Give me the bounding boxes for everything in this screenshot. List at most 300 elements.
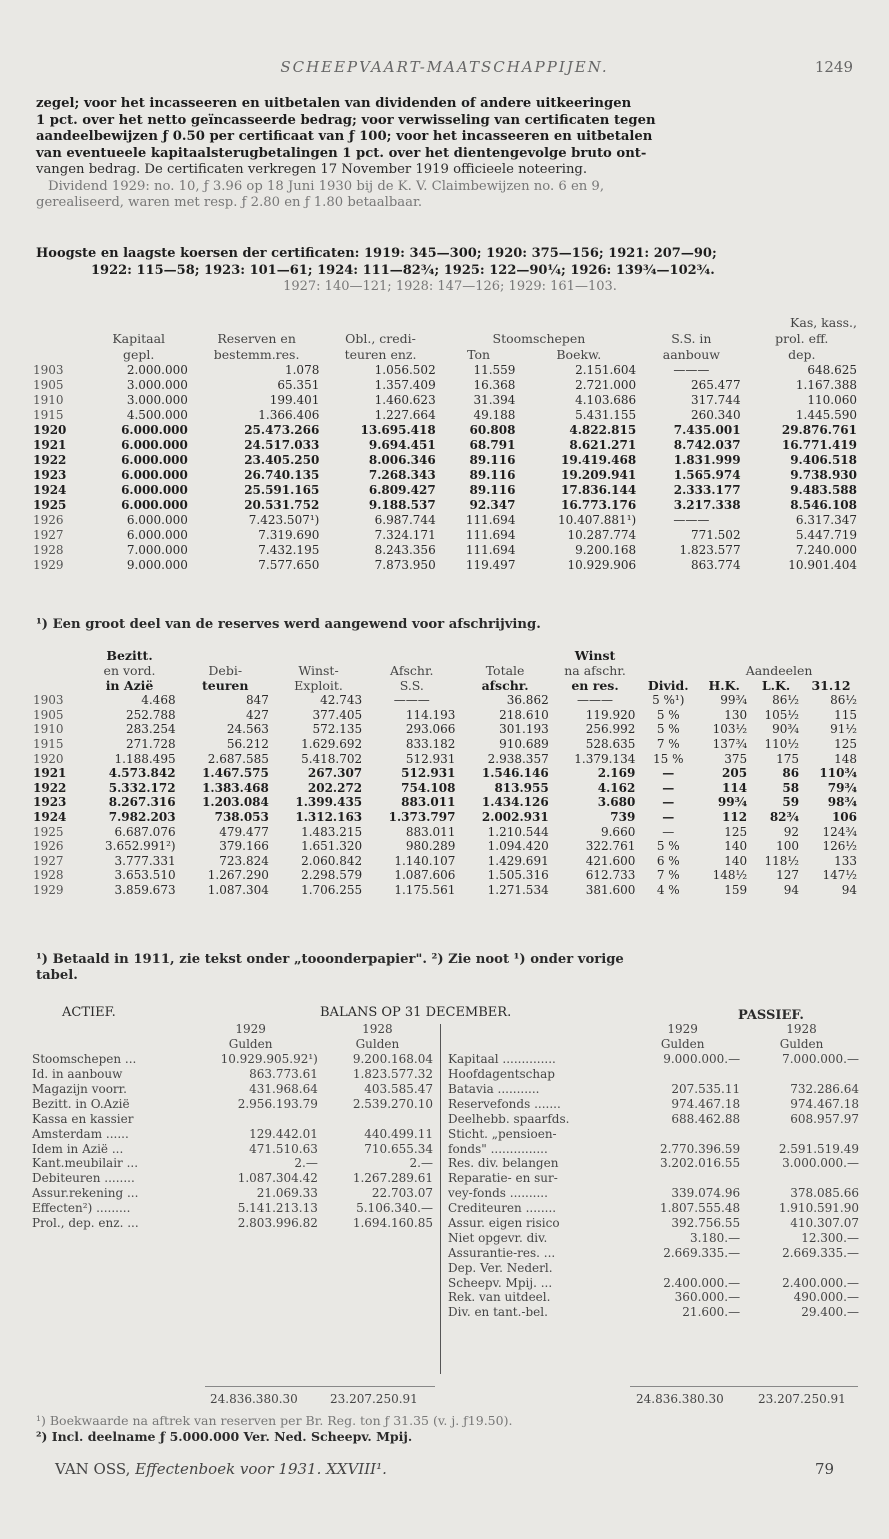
koers-3112-cell: 133 — [834, 853, 857, 868]
total-liabilities-1929: 24.836.380.30 — [636, 1392, 724, 1406]
col-header: S.S. — [399, 678, 424, 693]
debiteuren-cell: 738.053 — [214, 810, 269, 825]
koersen-line: Hoogste en laagste koersen der certificaten: 1919: 345—300; 1920: 375—156; 1921: 207—90; — [36, 246, 717, 261]
col-header: Boekw. — [556, 347, 602, 362]
koers-3112-cell: 94 — [841, 883, 857, 898]
kas-cell: 5.447.719 — [795, 527, 857, 542]
reserven-cell: 7.577.650 — [258, 557, 320, 572]
obligaties-cell: 1.460.623 — [374, 392, 436, 407]
balance-label: Crediteuren ........ — [448, 1201, 557, 1216]
balance-row — [446, 1245, 861, 1260]
amount-1929 — [623, 1260, 742, 1275]
total-rule — [630, 1386, 858, 1387]
balance-label: Batavia ........... — [448, 1082, 540, 1096]
dividend-cell: 6 % — [656, 853, 680, 868]
laagste-koers-cell: 118½ — [764, 853, 800, 868]
debiteuren-cell: 427 — [245, 707, 269, 722]
balance-row — [446, 1260, 861, 1275]
ton-cell: 16.368 — [473, 377, 516, 392]
reserven-cell: 1.078 — [284, 362, 320, 377]
winst-na-afschr-cell: 3.680 — [597, 795, 636, 810]
intro-paragraph — [36, 96, 864, 212]
debiteuren-cell: 379.166 — [219, 839, 269, 854]
table-row — [30, 737, 860, 752]
table2-footnote — [36, 952, 864, 984]
balance-label: Reservefonds ....... — [448, 1096, 561, 1111]
bezitting-cell: 3.653.510 — [114, 868, 176, 883]
kapitaal-cell: 6.000.000 — [121, 497, 188, 512]
balance-row — [446, 1290, 861, 1305]
obligaties-cell: 7.873.950 — [374, 557, 436, 572]
ton-cell: 68.791 — [469, 437, 516, 452]
col-header: Divid. — [647, 678, 689, 693]
koers-3112-cell: 91½ — [830, 722, 857, 737]
passief-label: PASSIEF. — [738, 1008, 804, 1023]
amount-1928: 974.467.18 — [790, 1096, 859, 1111]
amount-1928: 732.286.64 — [790, 1082, 859, 1096]
balance-row — [446, 1216, 861, 1231]
year-header: 1928 — [786, 1022, 817, 1037]
amount-1928: 29.400.— — [801, 1305, 859, 1320]
totale-afschrijving-cell: 1.505.316 — [487, 868, 549, 883]
col-header: Totale — [485, 663, 525, 678]
balance-row — [30, 1067, 435, 1082]
totale-afschrijving-cell: 1.434.126 — [481, 795, 549, 810]
bezitting-cell: 1.188.495 — [114, 751, 176, 766]
col-header: Kas, kass., — [790, 315, 857, 330]
amount-1929 — [623, 1126, 742, 1141]
winst-exploit-cell: 1.706.255 — [301, 883, 363, 898]
obligaties-cell: 6.987.744 — [374, 512, 436, 527]
amount-1928 — [742, 1171, 861, 1186]
year-cell: 1922 — [33, 780, 67, 795]
amount-1929 — [181, 1111, 320, 1126]
aanbouw-cell: 863.774 — [690, 557, 741, 572]
col-header: gepl. — [123, 347, 155, 362]
ton-cell: 31.394 — [473, 392, 516, 407]
amount-1928: 2.539.270.10 — [352, 1096, 433, 1111]
amount-1928: 440.499.11 — [364, 1126, 433, 1141]
col-header: bestemm.res. — [213, 347, 300, 362]
balance-label: Reparatie- en sur- — [448, 1171, 558, 1186]
balance-label: Div. en tant.-bel. — [448, 1305, 548, 1320]
reserven-cell: 25.473.266 — [244, 422, 320, 437]
totale-afschrijving-cell: 1.271.534 — [487, 883, 549, 898]
col-header: Aandeelen — [745, 663, 813, 678]
bezitting-cell: 7.982.203 — [108, 810, 176, 825]
amount-1929: 21.600.— — [682, 1305, 741, 1320]
balance-row — [446, 1067, 861, 1082]
ton-cell: 111.694 — [465, 542, 516, 557]
amount-1929: 2.803.996.82 — [237, 1216, 318, 1231]
totale-afschrijving-cell: 1.094.420 — [487, 839, 549, 854]
afschrijving-ss-cell: 754.108 — [401, 780, 456, 795]
table-row — [30, 437, 860, 452]
laagste-koers-cell: 90¾ — [772, 722, 800, 737]
bezitting-cell: 5.332.172 — [108, 780, 176, 795]
table-body — [30, 362, 860, 572]
year-cell: 1910 — [33, 722, 64, 737]
totale-afschrijving-cell: 813.955 — [494, 780, 549, 795]
winst-na-afschr-cell: 381.600 — [585, 883, 636, 898]
dividend-cell: — — [662, 810, 675, 825]
amount-1928: 22.703.07 — [371, 1186, 433, 1201]
amount-1928: 1.694.160.85 — [352, 1216, 433, 1231]
intro-line: 1 pct. over het netto geïncasseerde bedrag; voor verwisseling van certificaten tegen — [36, 112, 656, 128]
afschrijving-ss-cell: 512.931 — [401, 766, 456, 781]
totale-afschrijving-cell: 301.193 — [499, 722, 549, 737]
col-header: Exploit. — [294, 678, 343, 693]
year-cell: 1927 — [33, 527, 64, 542]
obligaties-cell: 7.268.343 — [368, 467, 436, 482]
amount-1929: 9.000.000.— — [663, 1052, 741, 1067]
amount-1929: 3.202.016.55 — [659, 1156, 741, 1171]
table-row — [30, 693, 860, 708]
balance-label: Effecten²) ......... — [32, 1201, 131, 1216]
kas-cell: 10.901.404 — [788, 557, 857, 572]
col-header: Obl., credi- — [345, 331, 416, 346]
balance-row — [446, 1201, 861, 1216]
year-cell: 1926 — [33, 512, 64, 527]
amount-1928 — [320, 1111, 435, 1126]
reserven-cell: 20.531.752 — [244, 497, 320, 512]
laagste-koers-cell: 58 — [782, 780, 800, 795]
dividend-cell: 7 % — [656, 868, 680, 883]
amount-1928: 12.300.— — [801, 1230, 859, 1245]
col-header: Debi- — [208, 663, 243, 678]
reserven-cell: 7.319.690 — [258, 527, 320, 542]
ton-cell: 89.116 — [469, 467, 516, 482]
laagste-koers-cell: 86½ — [772, 693, 800, 708]
amount-1928: 2.— — [409, 1156, 433, 1171]
balance-row — [30, 1201, 435, 1216]
balance-row — [30, 1156, 435, 1171]
page-number: 1249 — [814, 58, 853, 76]
obligaties-cell: 6.809.427 — [368, 482, 436, 497]
balance-row — [30, 1111, 435, 1126]
bezitting-cell: 4.468 — [141, 693, 176, 708]
year-cell: 1921 — [33, 437, 67, 452]
reserven-cell: 7.423.507¹) — [248, 512, 320, 527]
ton-cell: 111.694 — [465, 512, 516, 527]
ton-cell: 89.116 — [469, 482, 516, 497]
amount-1929: 2.770.396.59 — [659, 1141, 741, 1156]
winst-exploit-cell: 1.312.163 — [295, 810, 363, 825]
reserven-cell: 26.740.135 — [244, 467, 320, 482]
amount-1929: 392.756.55 — [671, 1216, 741, 1231]
ton-cell: 119.497 — [465, 557, 516, 572]
balance-label: Debiteuren ........ — [32, 1171, 135, 1186]
balance-label: Scheepv. Mpij. ... — [448, 1275, 553, 1290]
winst-na-afschr-cell: 119.920 — [585, 707, 636, 722]
reserven-cell: 25.591.165 — [244, 482, 320, 497]
year-cell: 1928 — [33, 868, 64, 883]
reserven-cell: 23.405.250 — [244, 452, 320, 467]
footnote-line: tabel. — [36, 968, 78, 983]
balance-row — [446, 1096, 861, 1111]
balance-label: Hoofdagentschap — [448, 1067, 555, 1082]
balance-label: Prol., dep. enz. ... — [32, 1216, 139, 1231]
totale-afschrijving-cell: 2.938.357 — [487, 751, 549, 766]
obligaties-cell: 7.324.171 — [374, 527, 436, 542]
year-cell: 1915 — [33, 737, 64, 752]
balance-label: Idem in Azië ... — [32, 1141, 124, 1156]
table-row — [30, 452, 860, 467]
boekwaarde-cell: 4.822.815 — [569, 422, 637, 437]
footer-page: 79 — [815, 1460, 835, 1478]
winst-na-afschr-cell: 739 — [610, 810, 636, 825]
boekwaarde-cell: 2.151.604 — [575, 362, 637, 377]
col-header: Reserven en — [217, 331, 296, 346]
col-header: S.S. in — [671, 331, 712, 346]
balance-title: BALANS OP 31 DECEMBER. — [320, 1005, 512, 1020]
table-row — [30, 766, 860, 781]
col-header: dep. — [788, 347, 816, 362]
balance-label: Dep. Ver. Nederl. — [448, 1260, 553, 1275]
afschrijving-ss-cell: 833.182 — [405, 737, 456, 752]
year-cell: 1926 — [33, 839, 64, 854]
amount-1929: 471.510.63 — [249, 1141, 318, 1156]
koers-3112-cell: 86½ — [830, 693, 857, 708]
year-cell: 1925 — [33, 497, 67, 512]
amount-1928: 2.591.519.49 — [778, 1141, 859, 1156]
amount-1929 — [623, 1067, 742, 1082]
bezitting-cell: 6.687.076 — [114, 824, 176, 839]
laagste-koers-cell: 175 — [776, 751, 800, 766]
col-header: teuren enz. — [344, 347, 417, 362]
ton-cell: 89.116 — [469, 452, 516, 467]
kas-cell: 16.771.419 — [781, 437, 857, 452]
koers-3112-cell: 124¾ — [822, 824, 857, 839]
footnote-line: ¹) Betaald in 1911, zie tekst onder „tooonderpapier". ²) Zie noot ¹) onder vorige — [36, 952, 624, 967]
amount-1928 — [742, 1067, 861, 1082]
amount-1928: 9.200.168.04 — [352, 1052, 433, 1067]
boekwaarde-cell: 19.419.468 — [561, 452, 637, 467]
amount-1928: 1.267.289.61 — [352, 1171, 433, 1186]
balance-label: Assur. eigen risico — [448, 1216, 560, 1231]
table-row — [30, 407, 860, 422]
balance-row — [446, 1156, 861, 1171]
year-cell: 1924 — [33, 810, 67, 825]
amount-1929: 863.773.61 — [249, 1067, 318, 1082]
year-header: 1929 — [235, 1022, 266, 1037]
kas-cell: 110.060 — [807, 392, 857, 407]
kas-cell: 6.317.347 — [795, 512, 857, 527]
footer-author: VAN OSS, — [55, 1460, 131, 1478]
kapitaal-cell: 6.000.000 — [121, 467, 188, 482]
unit-header: Gulden — [660, 1037, 705, 1052]
kas-cell: 648.625 — [807, 362, 857, 377]
aanbouw-cell: ——— — [673, 512, 710, 527]
ton-cell: 92.347 — [469, 497, 516, 512]
boekwaarde-cell: 2.721.000 — [575, 377, 637, 392]
amount-1929: 1.087.304.42 — [237, 1171, 318, 1186]
year-header: 1929 — [667, 1022, 698, 1037]
afschrijving-ss-cell: 1.140.107 — [394, 853, 456, 868]
table-row — [30, 824, 860, 839]
totale-afschrijving-cell: 1.210.544 — [487, 824, 549, 839]
table-row — [30, 781, 860, 796]
kapitaal-cell: 3.000.000 — [126, 392, 188, 407]
table-row — [30, 751, 860, 766]
footnote-line: ¹) Boekwaarde na aftrek van reserven per Br. Reg. ton ƒ 31.35 (v. j. ƒ19.50). — [36, 1413, 513, 1428]
debiteuren-cell: 24.563 — [226, 722, 269, 737]
table-row — [30, 527, 860, 542]
balance-row — [30, 1171, 435, 1186]
balance-label: Magazijn voorr. — [32, 1082, 127, 1096]
hoogste-koers-cell: 137¾ — [712, 737, 748, 752]
actief-label: ACTIEF. — [62, 1005, 116, 1020]
col-header: Ton — [467, 347, 491, 362]
balance-row — [446, 1052, 861, 1067]
table-row — [30, 839, 860, 854]
winst-exploit-cell: 2.298.579 — [301, 868, 363, 883]
total-assets-1928: 23.207.250.91 — [330, 1392, 418, 1406]
amount-1929: 207.535.11 — [671, 1082, 741, 1096]
debiteuren-cell: 56.212 — [226, 737, 269, 752]
winst-na-afschr-cell: 612.733 — [585, 868, 636, 883]
amount-1929: 974.467.18 — [671, 1096, 741, 1111]
amount-1928: 2.400.000.— — [782, 1275, 859, 1290]
kapitaal-cell: 6.000.000 — [121, 422, 188, 437]
col-header: Winst- — [298, 663, 339, 678]
intro-line: aandeelbewijzen ƒ 0.50 per certificaat van ƒ 100; voor het incasseeren en uitbetalen — [36, 129, 653, 144]
amount-1928: 410.307.07 — [790, 1216, 859, 1231]
obligaties-cell: 8.243.356 — [374, 542, 436, 557]
col-header: L.K. — [761, 678, 791, 693]
amount-1928: 403.585.47 — [364, 1082, 433, 1096]
debiteuren-cell: 479.477 — [219, 824, 269, 839]
footnote-line: ²) Incl. deelname ƒ 5.000.000 Ver. Ned. Scheepv. Mpij. — [36, 1429, 413, 1444]
table-row — [30, 854, 860, 869]
amount-1928: 490.000.— — [793, 1290, 859, 1305]
koers-3112-cell: 79¾ — [827, 780, 857, 795]
ton-cell: 49.188 — [473, 407, 516, 422]
table1-footnote: ¹) Een groot deel van de reserves werd aangewend voor afschrijving. — [36, 617, 541, 632]
amount-1929: 2.669.335.— — [663, 1245, 741, 1260]
winst-exploit-cell: 5.418.702 — [301, 751, 363, 766]
year-cell: 1929 — [33, 557, 64, 572]
balance-label: Amsterdam ...... — [32, 1126, 129, 1141]
balance-label: Bezitt. in O.Azië — [32, 1096, 130, 1111]
balance-row — [446, 1082, 861, 1097]
winst-exploit-cell: 1.399.435 — [295, 795, 363, 810]
winst-exploit-cell: 42.743 — [320, 693, 363, 708]
aanbouw-cell: 3.217.338 — [673, 497, 741, 512]
hoogste-koers-cell: 140 — [724, 839, 748, 854]
totale-afschrijving-cell: 910.689 — [499, 737, 549, 752]
year-cell: 1928 — [33, 542, 64, 557]
balance-row — [446, 1141, 861, 1156]
boekwaarde-cell: 4.103.686 — [575, 392, 637, 407]
koers-3112-cell: 106 — [831, 810, 857, 825]
koersen-line: 1922: 115—58; 1923: 101—61; 1924: 111—82¾; 1925: 122—90¼; 1926: 139¾—102¾. — [91, 262, 715, 278]
winst-na-afschr-cell: 4.162 — [597, 780, 636, 795]
winst-na-afschr-cell: 256.992 — [585, 722, 636, 737]
reserven-cell: 65.351 — [277, 377, 320, 392]
totale-afschrijving-cell: 2.002.931 — [481, 810, 549, 825]
boekwaarde-cell: 9.200.168 — [575, 542, 637, 557]
aanbouw-cell: 1.823.577 — [679, 542, 741, 557]
bezitting-cell: 252.788 — [125, 707, 176, 722]
total-assets-1929: 24.836.380.30 — [210, 1392, 298, 1406]
col-header: Afschr. — [390, 663, 434, 678]
laagste-koers-cell: 94 — [783, 883, 800, 898]
table-row — [30, 883, 860, 898]
boekwaarde-cell: 10.287.774 — [567, 527, 637, 542]
afschrijving-ss-cell: 883.011 — [405, 824, 456, 839]
aanbouw-cell: 771.502 — [690, 527, 741, 542]
kapitaal-cell: 6.000.000 — [126, 512, 188, 527]
col-header: afschr. — [481, 678, 529, 693]
year-cell: 1920 — [33, 422, 67, 437]
koers-3112-cell: 110¾ — [819, 766, 857, 781]
year-cell: 1923 — [33, 795, 67, 810]
year-cell: 1927 — [33, 853, 64, 868]
year-cell: 1922 — [33, 452, 67, 467]
table-body — [446, 1052, 861, 1320]
col-header: teuren — [202, 678, 249, 693]
laagste-koers-cell: 127 — [776, 868, 800, 883]
bezitting-cell: 283.254 — [125, 722, 176, 737]
afschrijving-ss-cell: 1.087.606 — [394, 868, 456, 883]
amount-1929: 2.400.000.— — [663, 1275, 741, 1290]
debiteuren-cell: 1.203.084 — [202, 795, 269, 810]
laagste-koers-cell: 110½ — [764, 737, 800, 752]
afschrijving-ss-cell: 114.193 — [405, 707, 456, 722]
amount-1928 — [742, 1126, 861, 1141]
bezitting-cell: 4.573.842 — [108, 766, 176, 781]
amount-1928: 1.823.577.32 — [352, 1067, 433, 1082]
col-header: Winst — [574, 648, 616, 663]
kapitaal-cell: 9.000.000 — [126, 557, 188, 572]
footer-book-title: Effectenboek voor 1931. XXVIII¹. — [135, 1460, 387, 1478]
year-cell: 1903 — [33, 362, 64, 377]
obligaties-cell: 1.227.664 — [374, 407, 436, 422]
col-header: Kapitaal — [112, 331, 166, 346]
col-header: in Azië — [105, 678, 154, 693]
koers-3112-cell: 148 — [834, 751, 857, 766]
hoogste-koers-cell: 205 — [722, 766, 748, 781]
amount-1929: 2.— — [294, 1156, 318, 1171]
winst-exploit-cell: 2.060.842 — [301, 853, 363, 868]
dividend-cell: 5 % — [656, 707, 680, 722]
year-cell: 1925 — [33, 824, 64, 839]
table-row — [30, 497, 860, 512]
reserven-cell: 199.401 — [269, 392, 320, 407]
table-row — [30, 512, 860, 527]
table-row — [30, 795, 860, 810]
header-title: SCHEEPVAART-MAATSCHAPPIJEN. — [280, 58, 609, 76]
amount-1929: 688.462.88 — [671, 1111, 741, 1126]
afschrijving-ss-cell: 1.175.561 — [394, 883, 456, 898]
amount-1928: 608.957.97 — [790, 1111, 859, 1126]
balance-row — [30, 1096, 435, 1111]
intro-line: zegel; voor het incasseeren en uitbetalen van dividenden of andere uitkeeringen — [36, 96, 632, 111]
balance-label: Rek. van uitdeel. — [448, 1290, 551, 1305]
amount-1928: 5.106.340.— — [356, 1201, 433, 1216]
laagste-koers-cell: 100 — [776, 839, 800, 854]
kas-cell: 29.876.761 — [781, 422, 857, 437]
aanbouw-cell: 7.435.001 — [673, 422, 741, 437]
winst-na-afschr-cell: ——— — [577, 693, 614, 708]
balance-row — [30, 1126, 435, 1141]
laagste-koers-cell: 82¾ — [769, 810, 800, 825]
year-cell: 1921 — [33, 766, 67, 781]
debiteuren-cell: 1.087.304 — [207, 883, 269, 898]
balance-row — [446, 1171, 861, 1186]
dividend-cell: — — [662, 795, 675, 810]
